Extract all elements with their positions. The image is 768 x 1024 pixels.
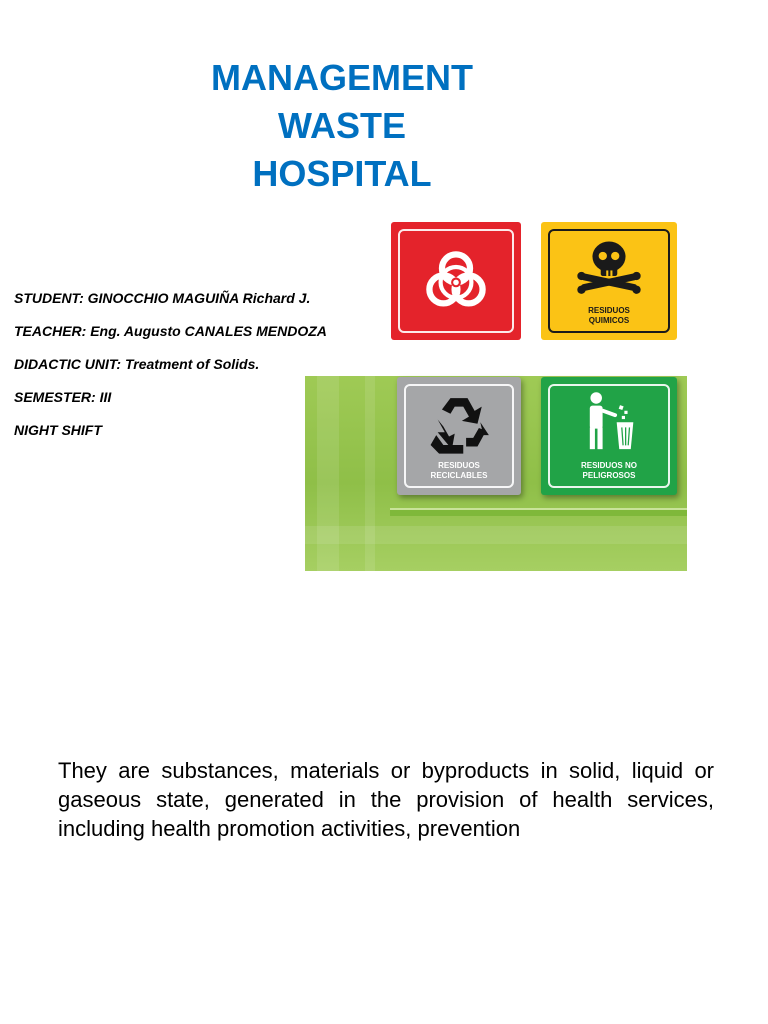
student-line: STUDENT: GINOCCHIO MAGUIÑA Richard J. <box>14 290 311 306</box>
page-title <box>142 54 542 198</box>
recyclable-label: RESIDUOS RECICLABLES <box>430 461 488 480</box>
recycle-icon <box>423 391 495 455</box>
title-line-3: HOSPITAL <box>252 153 432 194</box>
title-line-1: MANAGEMENT <box>211 57 473 98</box>
biohazard-sign <box>391 222 521 340</box>
skull-crossbones-icon <box>574 236 644 298</box>
green-shelf-bar <box>390 508 687 516</box>
author-info <box>14 286 327 451</box>
non-hazardous-label: RESIDUOS NO PELIGROSOS <box>580 461 637 480</box>
teacher-line: TEACHER: Eng. Augusto CANALES MENDOZA <box>14 323 327 339</box>
shift-line: NIGHT SHIFT <box>14 422 102 438</box>
non-hazardous-sign <box>541 377 677 495</box>
chemical-waste-sign <box>541 222 677 340</box>
biohazard-icon <box>421 246 491 316</box>
chemical-label: RESIDUOS QUIMICOS <box>588 306 630 325</box>
recyclable-sign <box>397 377 521 495</box>
unit-line: DIDACTIC UNIT: Treatment of Solids. <box>14 356 260 372</box>
person-trash-icon <box>577 389 641 453</box>
title-line-2: WASTE <box>277 105 406 146</box>
definition-paragraph: They are substances, materials or byproducts in solid, liquid or gaseous state, generated in the provision of health services, including health promotion activities, prevention <box>58 758 714 841</box>
semester-line: SEMESTER: III <box>14 389 112 405</box>
